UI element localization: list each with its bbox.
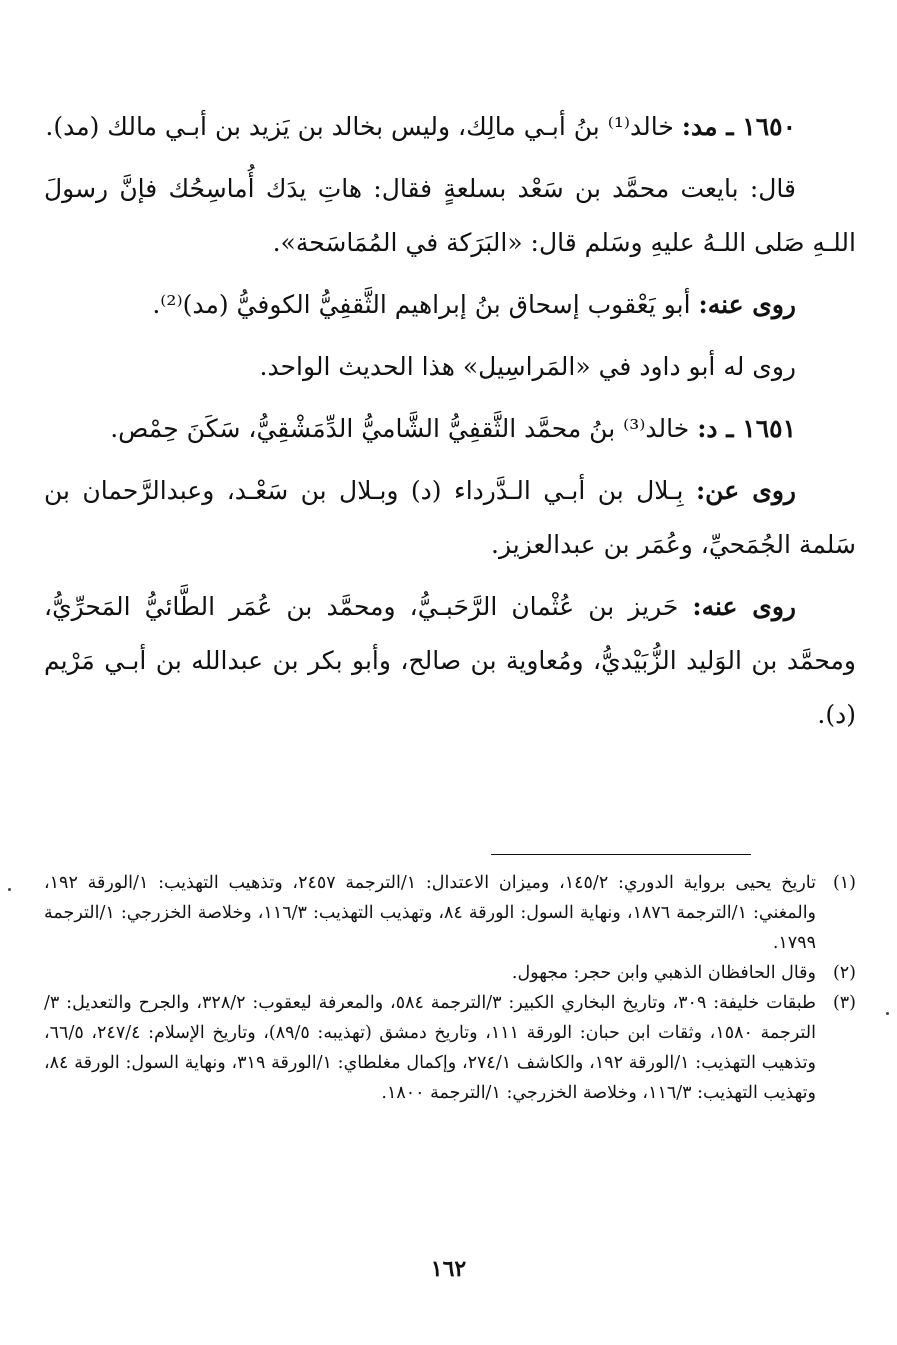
footnote-3-text: طبقات خليفة: ٣٠٩، وتاريخ البخاري الكبير: ٣/الترجمة ٥٨٤، والمعرفة ليعقوب: ٣٢٨/٢، والجرح والتعديل: ٣/الترجمة ١٥٨٠، وثقات ابن حبان: الورقة ١١١، وتاريخ دمشق (تهذيبه: ٨٩/٥)، وتاريخ الإسلام: ٢٤٧/٤، ٦٦/٥، وتذهيب التهذيب: ١/الورقة ١٩٢، والكاشف ٢٧٤/١، وإكمال مغلطاي: ١/الورقة ٣١٩، ونهاية السول: الورقة ٨٤، وتهذيب التهذيب: ١١٦/٣، وخلاصة الخزرجي: ١/الترجمة ١٨٠٠. — [44, 993, 816, 1103]
page-number: ١٦٢ — [430, 1256, 467, 1282]
footnote-2-text: وقال الحافظان الذهبي وابن حجر: مجهول. — [511, 963, 816, 983]
entry-1651-lead: ١٦٥١ ـ د: — [697, 414, 796, 443]
entry-1650-text: خالد⁽¹⁾ بنُ أبـي مالِك، وليس بخالد بن يَزيد بن أبـي مالك (مد). — [45, 112, 674, 141]
narrated-from-text: بِـلال بن أبـي الـدَّرداء (د) وبـلال بن سَعْـد، وعبدالرَّحمان بن سَلمة الجُمَحيِّ، وعُمَر بن عبدالعزيز. — [44, 476, 856, 559]
narrated-from-him-1-text: أبو يَعْقوب إسحاق بنُ إبراهيم الثَّقفِيُّ الكوفيُّ (مد)⁽²⁾. — [152, 290, 691, 319]
footnote-1 — [44, 868, 856, 958]
footnote-separator — [491, 854, 751, 855]
entry-1650-lead: ١٦٥٠ ـ مد: — [681, 112, 796, 141]
margin-speck — [886, 1012, 889, 1015]
main-text — [44, 100, 856, 750]
footnote-1-number: (١) — [832, 873, 856, 893]
narration-paragraph — [44, 162, 856, 270]
narrated-from-him-1 — [44, 278, 856, 332]
narrated-from-him-2-lead: روى عنه: — [692, 592, 796, 621]
footnote-2-number: (٢) — [832, 963, 856, 983]
abu-dawud-note — [44, 340, 856, 394]
footnote-1-text: تاريخ يحيى برواية الدوري: ١٤٥/٢، وميزان الاعتدال: ١/الترجمة ٢٤٥٧، وتذهيب التهذيب: ١/الورقة ١٩٢، والمغني: ١/الترجمة ١٨٧٦، ونهاية السول: الورقة ٨٤، وتهذيب التهذيب: ١١٦/٣، وخلاصة الخزرجي: ١/الترجمة ١٧٩٩. — [44, 873, 817, 953]
entry-1650 — [44, 100, 856, 154]
footnote-3 — [44, 988, 856, 1108]
abu-dawud-note-text: روى له أبو داود في «المَراسِيل» هذا الحديث الواحد. — [259, 352, 796, 381]
narrated-from-lead: روى عن: — [695, 476, 796, 505]
narrated-from-him-2 — [44, 580, 856, 742]
margin-speck — [8, 888, 11, 891]
narrated-from — [44, 464, 856, 572]
footnotes — [44, 868, 856, 1108]
narration-text: قال: بايعت محمَّد بن سَعْد بسلعةٍ فقال: هاتِ يدَك أُماسِحُك فإنَّ رسولَ اللـهِ صَلى اللـهُ عليهِ وسَلم قال: «البَرَكة في المُمَاسَحة». — [44, 174, 856, 257]
narrated-from-him-2-text: حَريز بن عُثْمان الرَّحَبـيُّ، ومحمَّد بن عُمَر الطَّائيُّ المَحرِّيُّ، ومحمَّد بن الوَليد الزُّبَيْديُّ، ومُعاوية بن صالح، وأبو بكر بن عبدالله بن أبـي مَرْيم (د). — [44, 592, 857, 729]
footnote-2 — [44, 958, 856, 988]
narrated-from-him-1-lead: روى عنه: — [698, 290, 796, 319]
entry-1651-text: خالد⁽³⁾ بنُ محمَّد الثَّقفِيُّ الشَّاميُّ الدِّمَشْقِيُّ، سَكَنَ حِمْص. — [110, 414, 690, 443]
footnote-3-number: (٣) — [832, 993, 856, 1013]
entry-1651 — [44, 402, 856, 456]
